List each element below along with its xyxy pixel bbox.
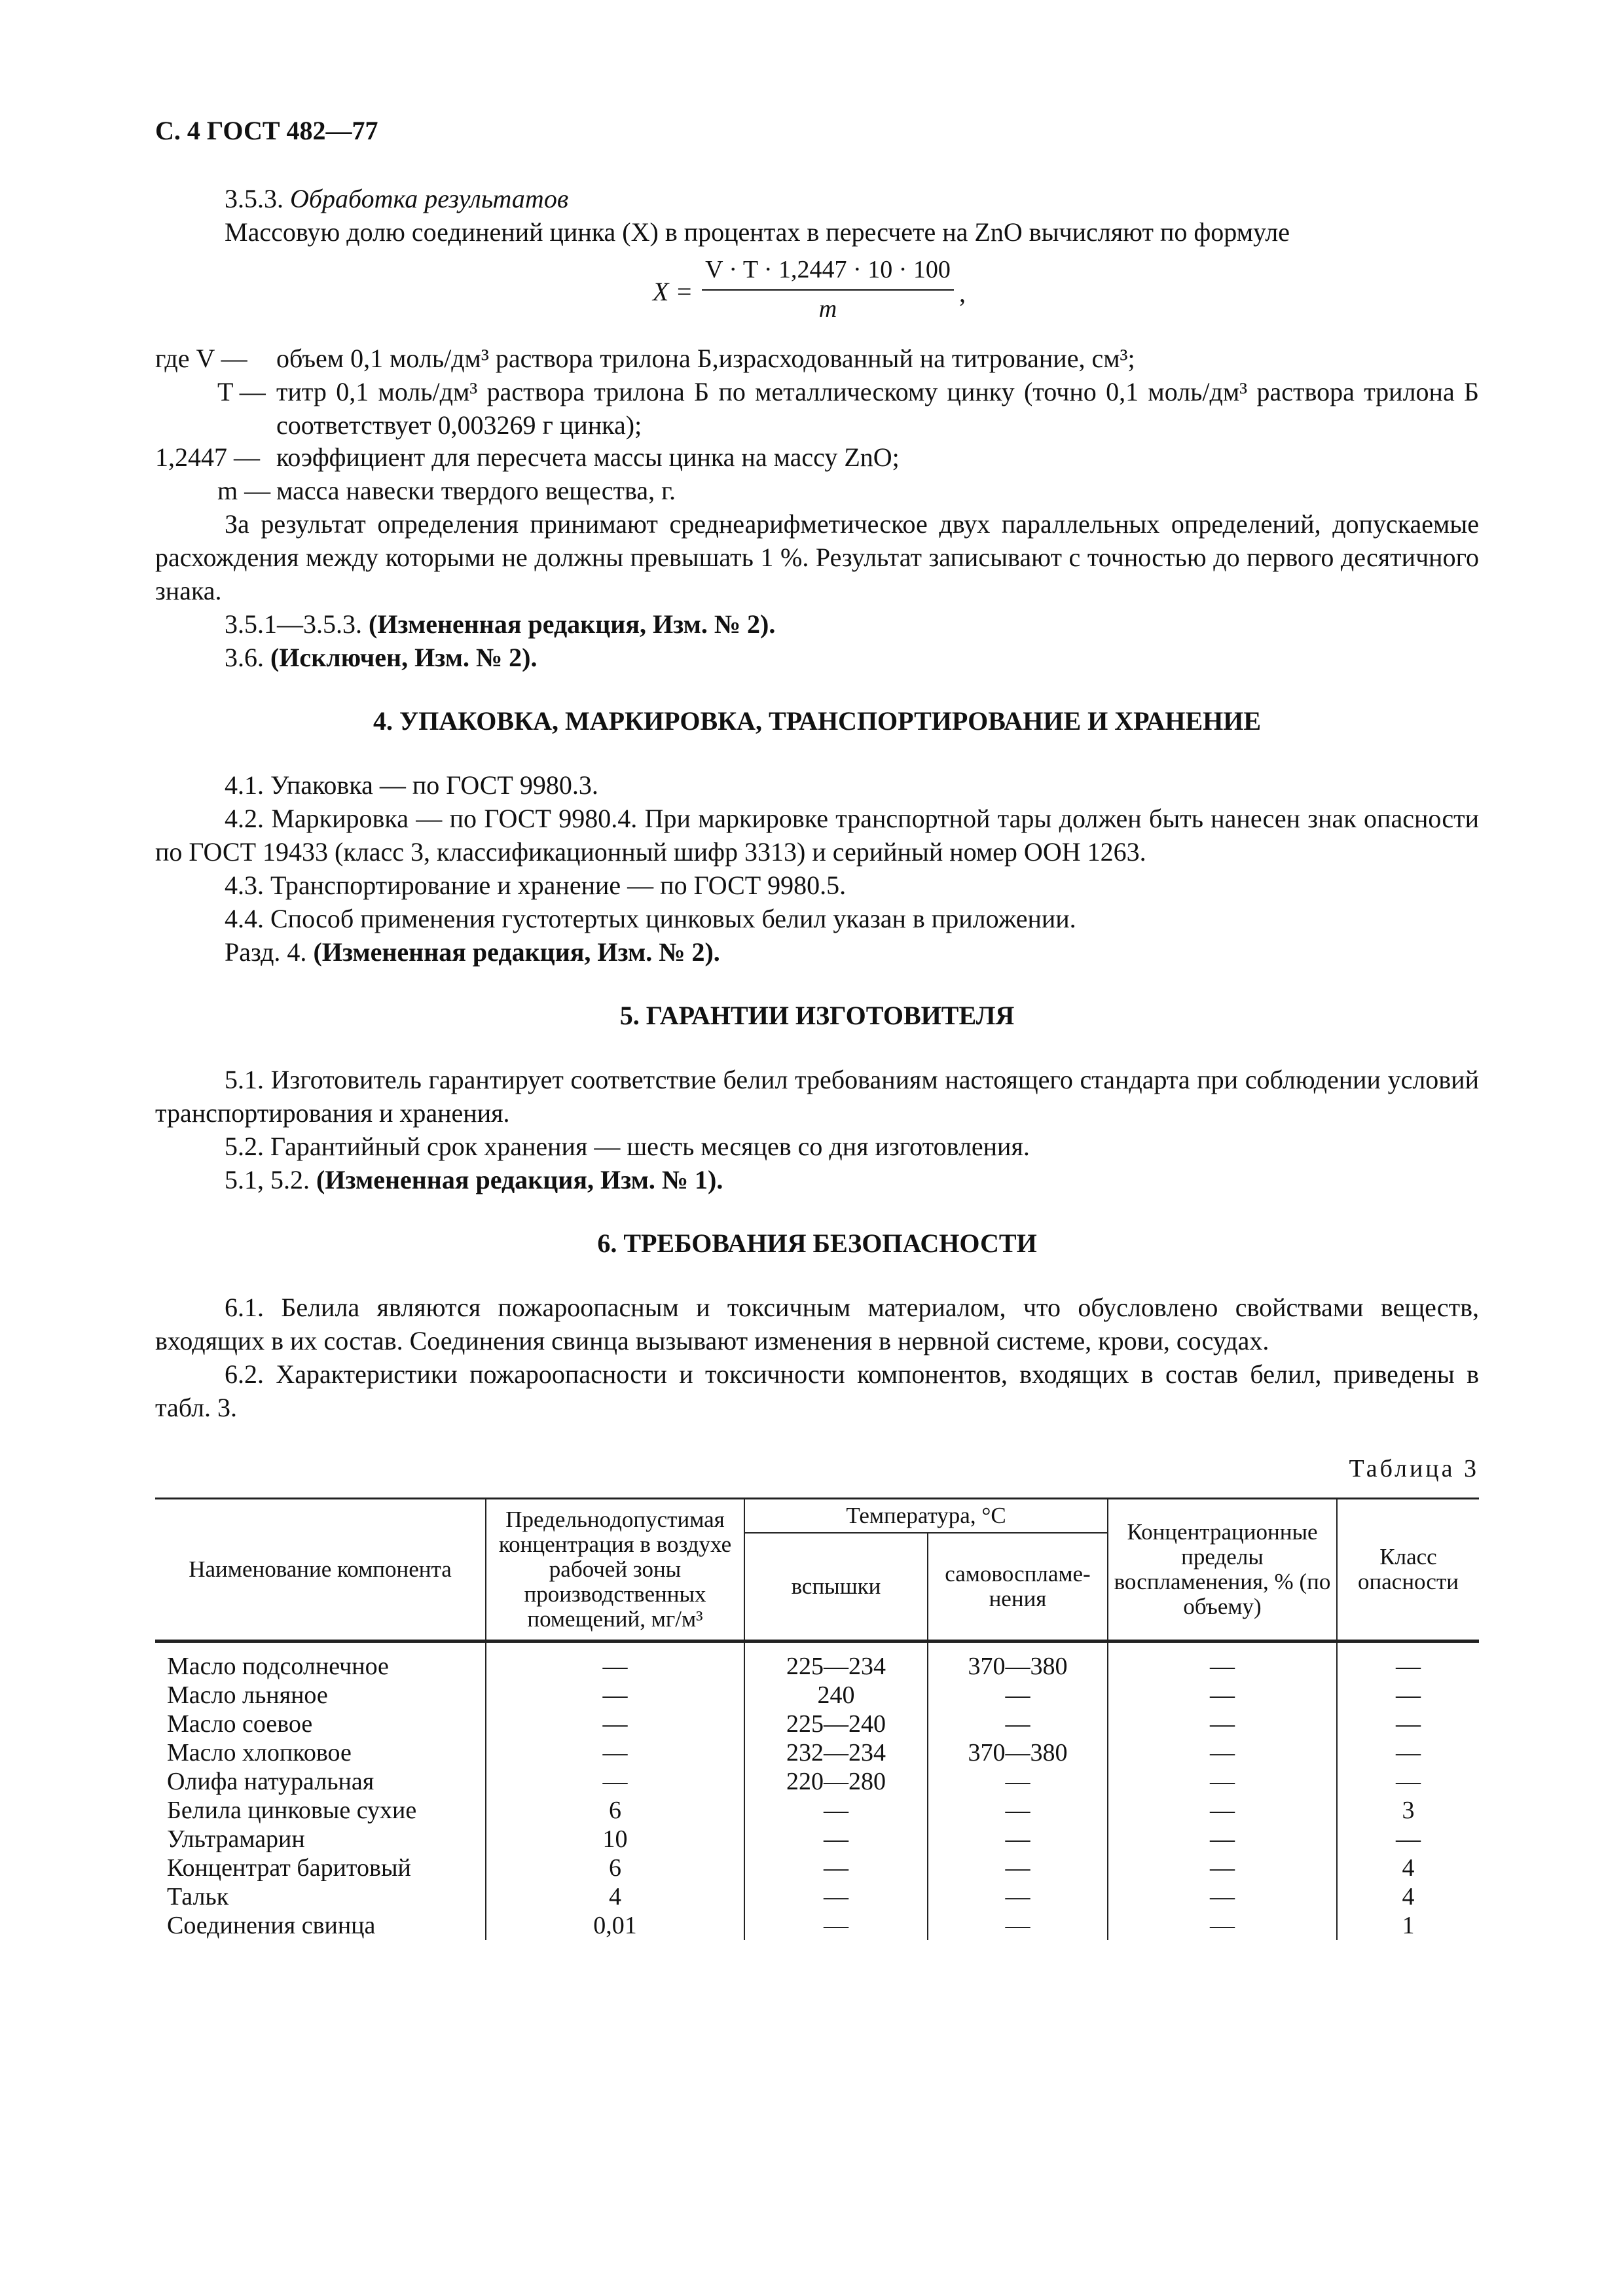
cell-component-name: Масло соевое [167, 1710, 313, 1738]
cell-flash-point: 220—280 [744, 1767, 928, 1796]
cell-hazard-class: 3 [1337, 1796, 1479, 1825]
amendment-text: (Измененная редакция, Изм. № 1). [316, 1165, 723, 1194]
formula-denominator: m [818, 295, 837, 323]
cell-flammability-limits: — [1108, 1710, 1337, 1738]
cell-mpc-value: — [486, 1738, 744, 1767]
table-row [155, 1882, 1479, 1911]
cell-flammability-limits: — [1108, 1854, 1337, 1882]
section-4-item: 4.3. Транспортирование и хранение — по ГОСТ 9980.5. [225, 870, 847, 900]
section-4-heading: 4. УПАКОВКА, МАРКИРОВКА, ТРАНСПОРТИРОВАНИЕ И ХРАНЕНИЕ [373, 706, 1262, 736]
cell-mpc-value: — [486, 1767, 744, 1796]
legend-item [155, 375, 1479, 440]
table-row [155, 1738, 1479, 1767]
table-row [155, 1710, 1479, 1738]
cell-mpc-value: 0,01 [486, 1911, 744, 1940]
legend-text: титр 0,1 моль/дм³ раствора трилона Б по металлическому цинку (точно 0,1 моль/дм³ раствора трилона Б соответствует 0,003269 г цинка); [276, 377, 1479, 440]
formula-intro: Массовую долю соединений цинка (X) в процентах в пересчете на ZnO вычисляют по формуле [225, 217, 1290, 247]
cell-mpc-value: 10 [486, 1825, 744, 1854]
cell-self-ignition: — [928, 1767, 1108, 1796]
cell-hazard-class: — [1337, 1710, 1479, 1738]
table-body [155, 1641, 1479, 1941]
cell-component-name: Соединения свинца [167, 1912, 376, 1939]
cell-hazard-class: — [1337, 1738, 1479, 1767]
cell-component-name: Концентрат баритовый [167, 1854, 411, 1882]
cell-self-ignition: 370—380 [928, 1641, 1108, 1681]
cell-mpc-value: — [486, 1681, 744, 1710]
formula-comma: , [959, 278, 966, 308]
cell-hazard-class: 4 [1337, 1854, 1479, 1882]
cell-self-ignition: — [928, 1681, 1108, 1710]
table-row [155, 1796, 1479, 1825]
result-paragraph: За результат определения принимают среднеарифметическое двух параллельных определений, допускаемые расхождения между которыми не должны превышать 1 %. Результат записывают с точностью до первого десятичного знака. [155, 509, 1479, 605]
cell-mpc-value: — [486, 1641, 744, 1681]
formula [155, 251, 1479, 335]
cell-mpc-value: 6 [486, 1796, 744, 1825]
fraction-bar [702, 289, 954, 291]
column-header-limits: Концентрационные пределы воспламенения, % (по объему) [1108, 1499, 1337, 1641]
amendment-ref: 5.1, 5.2. [225, 1165, 310, 1194]
table-header-row [155, 1499, 1479, 1534]
cell-component-name: Олифа натуральная [167, 1768, 374, 1795]
cell-flash-point: 232—234 [744, 1738, 928, 1767]
amendment-text: (Измененная редакция, Изм. № 2). [369, 609, 776, 639]
cell-self-ignition: — [928, 1854, 1108, 1882]
cell-self-ignition: — [928, 1710, 1108, 1738]
section-5-item: 5.1. Изготовитель гарантирует соответствие белил требованиям настоящего стандарта при соблюдении условий транспортирования и хранения. [155, 1065, 1479, 1128]
table-row [155, 1911, 1479, 1940]
formula-lhs: X = [653, 277, 693, 306]
legend-text: масса навески твердого вещества, г. [276, 476, 676, 505]
legend-item [155, 474, 1479, 507]
column-header-name: Наименование компонента [155, 1499, 486, 1641]
legend-item [155, 440, 1479, 474]
cell-flammability-limits: — [1108, 1767, 1337, 1796]
section-6-item: 6.2. Характеристики пожароопасности и токсичности компонентов, входящих в состав белил, приведены в табл. 3. [155, 1359, 1479, 1422]
cell-self-ignition: — [928, 1882, 1108, 1911]
cell-flammability-limits: — [1108, 1738, 1337, 1767]
section-title: Обработка результатов [290, 184, 569, 213]
formula-numerator: V · T · 1,2447 · 10 · 100 [705, 256, 951, 283]
cell-flash-point: — [744, 1825, 928, 1854]
section-4-item: 4.4. Способ применения густотертых цинковых белил указан в приложении. [225, 904, 1076, 933]
cell-flash-point: 225—234 [744, 1641, 928, 1681]
cell-hazard-class: — [1337, 1767, 1479, 1796]
cell-flammability-limits: — [1108, 1681, 1337, 1710]
table-row [155, 1825, 1479, 1854]
amendment-ref: 3.5.1—3.5.3. [225, 609, 362, 639]
section-5-heading: 5. ГАРАНТИИ ИЗГОТОВИТЕЛЯ [619, 1001, 1015, 1030]
amendment-note [155, 607, 1479, 641]
section-number: 3.6. [225, 643, 264, 672]
table-caption: Таблица 3 [1349, 1455, 1479, 1482]
formula-legend [155, 342, 1479, 507]
cell-self-ignition: — [928, 1796, 1108, 1825]
legend-label: T — [217, 377, 266, 406]
column-header-class: Класс опасности [1337, 1499, 1479, 1641]
cell-hazard-class: 4 [1337, 1882, 1479, 1911]
cell-flash-point: 225—240 [744, 1710, 928, 1738]
page-header: С. 4 ГОСТ 482—77 [155, 116, 378, 145]
section-3-6 [155, 641, 1479, 674]
cell-flammability-limits: — [1108, 1796, 1337, 1825]
legend-text: объем 0,1 моль/дм³ раствора трилона Б,израсходованный на титрование, см³; [276, 344, 1135, 373]
column-header-temperature: Температура, °С [744, 1499, 1108, 1534]
section-5-item: 5.2. Гарантийный срок хранения — шесть месяцев со дня изготовления. [225, 1132, 1030, 1161]
column-header-self-ignition: самовоспламе-нения [928, 1533, 1108, 1641]
cell-flash-point: 240 [744, 1681, 928, 1710]
cell-mpc-value: — [486, 1710, 744, 1738]
cell-mpc-value: 4 [486, 1882, 744, 1911]
section-3-5-3-heading [155, 182, 1479, 215]
table-row [155, 1767, 1479, 1796]
amendment-text: (Исключен, Изм. № 2). [270, 643, 538, 672]
section-4-item: 4.2. Маркировка — по ГОСТ 9980.4. При маркировке транспортной тары должен быть нанесен знак опасности по ГОСТ 19433 (класс 3, классификационный шифр 3313) и серийный номер ООН 1263. [155, 804, 1479, 867]
cell-self-ignition: — [928, 1825, 1108, 1854]
cell-flammability-limits: — [1108, 1825, 1337, 1854]
cell-flammability-limits: — [1108, 1911, 1337, 1940]
cell-hazard-class: — [1337, 1641, 1479, 1681]
cell-component-name: Масло льняное [167, 1681, 328, 1709]
legend-label: 1,2447 — [155, 442, 260, 472]
cell-flammability-limits: — [1108, 1882, 1337, 1911]
cell-component-name: Ультрамарин [167, 1825, 305, 1853]
cell-hazard-class: — [1337, 1681, 1479, 1710]
column-header-flash: вспышки [744, 1533, 928, 1641]
legend-item [155, 342, 1479, 375]
cell-flash-point: — [744, 1796, 928, 1825]
cell-component-name: Масло хлопковое [167, 1739, 352, 1767]
legend-label: где V — [155, 344, 247, 373]
legend-label: m — [217, 476, 271, 505]
cell-component-name: Масло подсолнечное [167, 1653, 389, 1680]
column-header-mpc: Предельнодопустимая концентрация в воздухе рабочей зоны производственных помещений, мг/м³ [486, 1499, 744, 1641]
cell-flash-point: — [744, 1911, 928, 1940]
cell-component-name: Тальк [167, 1883, 229, 1910]
amendment-ref: Разд. 4. [225, 937, 307, 967]
amendment-text: (Измененная редакция, Изм. № 2). [313, 937, 720, 967]
cell-flammability-limits: — [1108, 1641, 1337, 1681]
table-row [155, 1641, 1479, 1681]
cell-mpc-value: 6 [486, 1854, 744, 1882]
document-page [155, 111, 1479, 1940]
cell-hazard-class: 1 [1337, 1911, 1479, 1940]
table-row [155, 1681, 1479, 1710]
cell-self-ignition: 370—380 [928, 1738, 1108, 1767]
cell-flash-point: — [744, 1882, 928, 1911]
amendment-note [155, 1163, 1479, 1196]
table-3 [155, 1498, 1479, 1940]
section-number: 3.5.3. [225, 184, 283, 213]
cell-hazard-class: — [1337, 1825, 1479, 1854]
section-6-heading: 6. ТРЕБОВАНИЯ БЕЗОПАСНОСТИ [597, 1229, 1037, 1258]
amendment-note [155, 935, 1479, 969]
cell-component-name: Белила цинковые сухие [167, 1797, 417, 1824]
cell-flash-point: — [744, 1854, 928, 1882]
section-6-item: 6.1. Белила являются пожароопасным и токсичным материалом, что обусловлено свойствами веществ, входящих в их состав. Соединения свинца вызывают изменения в нервной системе, крови, сосудах. [155, 1293, 1479, 1355]
section-4-item: 4.1. Упаковка — по ГОСТ 9980.3. [225, 770, 598, 800]
cell-self-ignition: — [928, 1911, 1108, 1940]
legend-text: коэффициент для пересчета массы цинка на массу ZnO; [276, 442, 900, 472]
table-row [155, 1854, 1479, 1882]
